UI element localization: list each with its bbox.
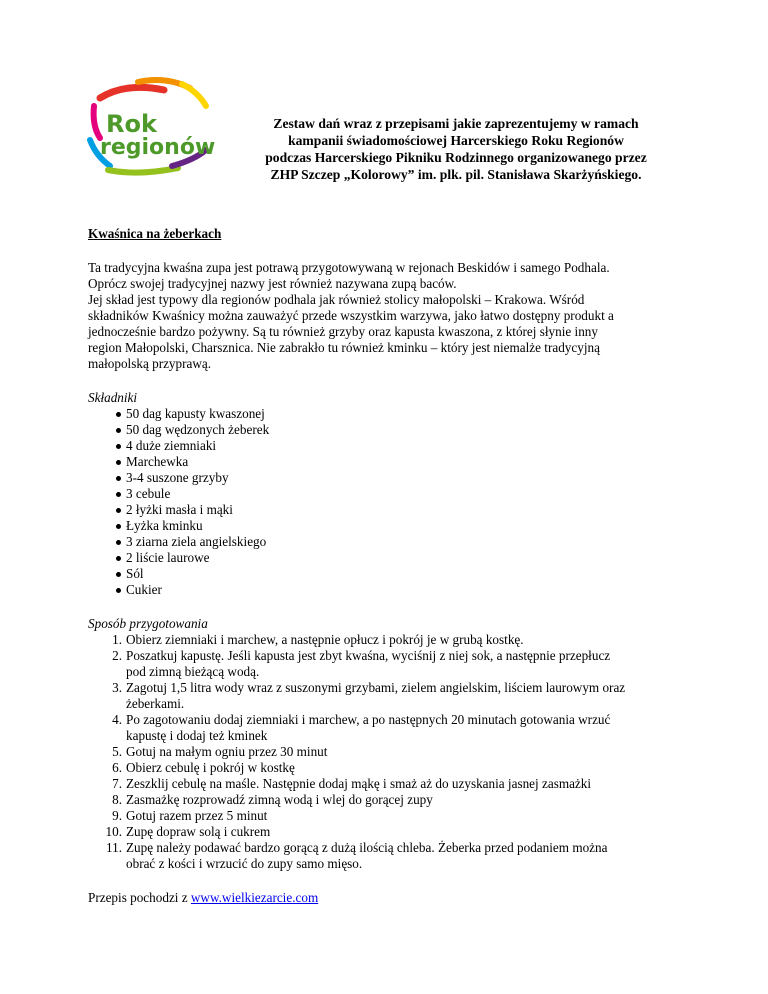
step-item	[88, 712, 688, 744]
logo-text-rok: Rok	[106, 110, 157, 138]
step-line: żeberkami.	[126, 696, 185, 711]
step-item	[88, 648, 688, 680]
step-item	[88, 744, 688, 760]
ingredient-item: Sól	[88, 566, 688, 582]
ingredient-item: Łyżka kminku	[88, 518, 688, 534]
intro-line: małopolską przyprawą.	[88, 356, 212, 371]
ingredient-item: 50 dag wędzonych żeberek	[88, 422, 688, 438]
step-number: 2.	[112, 648, 122, 663]
source-prefix: Przepis pochodzi z	[88, 890, 191, 905]
logo-graphic	[86, 76, 236, 176]
step-item	[88, 840, 688, 872]
ingredient-item: Cukier	[88, 582, 688, 598]
step-line: obrać z kości i wrzucić do zupy samo mięso.	[126, 856, 363, 871]
step-item	[88, 632, 688, 648]
steps-label: Sposób przygotowania	[88, 616, 208, 631]
header-line: Zestaw dań wraz z przepisami jakie zaprezentujemy w ramach	[273, 116, 639, 131]
ingredient-item: 50 dag kapusty kwaszonej	[88, 406, 688, 422]
step-line: Zupę należy podawać bardzo gorącą z dużą ilością chleba. Żeberka przed podaniem można	[126, 840, 608, 855]
steps-list	[88, 632, 688, 872]
step-line: kapustę i dodaj też kminek	[126, 728, 268, 743]
step-item	[88, 808, 688, 824]
ingredient-item: Marchewka	[88, 454, 688, 470]
ingredient-item: 2 łyżki masła i mąki	[88, 502, 688, 518]
intro-line: Oprócz swojej tradycyjnej nazwy jest również nazywana zupą baców.	[88, 276, 457, 291]
step-number: 7.	[112, 776, 122, 791]
step-item	[88, 760, 688, 776]
step-item	[88, 792, 688, 808]
step-number: 5.	[112, 744, 122, 759]
step-line: Poszatkuj kapustę. Jeśli kapusta jest zbyt kwaśna, wyciśnij z niej sok, a następnie przepłucz	[126, 648, 611, 663]
step-number: 4.	[112, 712, 122, 727]
ingredient-item: 3-4 suszone grzyby	[88, 470, 688, 486]
step-line: Zupę dopraw solą i cukrem	[126, 824, 271, 839]
step-line: Zagotuj 1,5 litra wody wraz z suszonymi grzybami, zielem angielskim, liściem laurowym oraz	[126, 680, 626, 695]
logo-text-regionow: regionów	[100, 135, 216, 160]
header-line: kampanii świadomościowej Harcerskiego Roku Regionów	[288, 133, 624, 148]
step-number: 8.	[112, 792, 122, 807]
rok-regionow-logo	[86, 76, 236, 176]
step-number: 1.	[112, 632, 122, 647]
step-line: Zasmażkę rozprowadź zimną wodą i wlej do gorącej zupy	[126, 792, 433, 807]
step-line: Gotuj razem przez 5 minut	[126, 808, 268, 823]
ingredient-item: 2 liście laurowe	[88, 550, 688, 566]
recipe-content	[88, 226, 688, 919]
step-item	[88, 680, 688, 712]
intro-line: Ta tradycyjna kwaśna zupa jest potrawą przygotowywaną w rejonach Beskidów i samego Podhala.	[88, 260, 610, 275]
step-number: 10.	[105, 824, 122, 839]
step-line: Po zagotowaniu dodaj ziemniaki i marchew, a po następnych 20 minutach gotowania wrzuć	[126, 712, 611, 727]
step-line: Gotuj na małym ogniu przez 30 minut	[126, 744, 328, 759]
ingredients-list	[88, 406, 688, 598]
recipe-title: Kwaśnica na żeberkach	[88, 226, 222, 241]
step-item	[88, 776, 688, 792]
intro-line: Jej skład jest typowy dla regionów podhala jak również stolicy małopolski – Krakowa. Wśród	[88, 292, 585, 307]
intro-line: region Małopolski, Charsznica. Nie zabrakło tu również kminku – który jest niemalże tradycyjną	[88, 340, 600, 355]
recipe-intro	[88, 260, 688, 372]
recipe-source	[88, 890, 688, 906]
ingredient-item: 3 cebule	[88, 486, 688, 502]
step-number: 6.	[112, 760, 122, 775]
step-line: Zeszklij cebulę na maśle. Następnie dodaj mąkę i smaż aż do uzyskania jasnej zasmażki	[126, 776, 592, 791]
ingredients-label: Składniki	[88, 390, 138, 405]
source-link[interactable]: www.wielkiezarcie.com	[190, 890, 319, 905]
step-line: pod zimną bieżącą wodą.	[126, 664, 260, 679]
step-number: 3.	[112, 680, 122, 695]
intro-line: jednocześnie bardzo pożywny. Są tu również grzyby oraz kapusta kwaszona, z której słynie inny	[88, 324, 598, 339]
document-header	[236, 115, 676, 183]
step-line: Obierz ziemniaki i marchew, a następnie opłucz i pokrój je w grubą kostkę.	[126, 632, 524, 647]
ingredient-item: 4 duże ziemniaki	[88, 438, 688, 454]
step-line: Obierz cebulę i pokrój w kostkę	[126, 760, 295, 775]
step-number: 9.	[112, 808, 122, 823]
step-number: 11.	[106, 840, 122, 855]
step-item	[88, 824, 688, 840]
intro-line: składników Kwaśnicy można zauważyć przede wszystkim warzywa, jako łatwo dostępny produkt a	[88, 308, 614, 323]
ingredient-item: 3 ziarna ziela angielskiego	[88, 534, 688, 550]
header-line: ZHP Szczep „Kolorowy” im. plk. pil. Stanisława Skarżyńskiego.	[270, 167, 642, 182]
header-line: podczas Harcerskiego Pikniku Rodzinnego organizowanego przez	[265, 150, 647, 165]
